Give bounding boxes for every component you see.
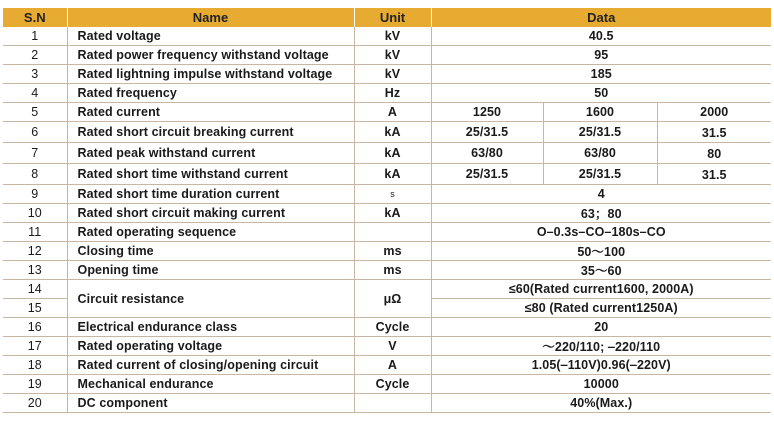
table-row: [3, 84, 771, 103]
row-data: 1.05(‒110V)0.96(‒220V): [431, 356, 771, 375]
row-unit: kA: [354, 122, 431, 143]
row-data-col1: 63/80: [431, 143, 543, 164]
table-row: [3, 185, 771, 204]
row-name: Rated short circuit breaking current: [67, 122, 354, 143]
row-name: Rated current: [67, 103, 354, 122]
row-data: 40.5: [431, 27, 771, 46]
row-sn: 14: [3, 280, 67, 299]
row-name: Closing time: [67, 242, 354, 261]
row-name: Rated short circuit making current: [67, 204, 354, 223]
row-data-col3: 31.5: [657, 122, 771, 143]
row-data-col1: 1250: [431, 103, 543, 122]
table-row: [3, 204, 771, 223]
table-row: [3, 46, 771, 65]
row-data-col3: 31.5: [657, 164, 771, 185]
row-unit: ms: [354, 261, 431, 280]
table-row: [3, 164, 771, 185]
row-sn: 15: [3, 299, 67, 318]
row-unit: kV: [354, 46, 431, 65]
row-sn: 18: [3, 356, 67, 375]
row-data-col3: 80: [657, 143, 771, 164]
row-data: 50: [431, 84, 771, 103]
table-row: [3, 242, 771, 261]
row-data: ≤60(Rated current1600, 2000A): [431, 280, 771, 299]
table-header-row: [3, 8, 771, 27]
row-name: Rated current of closing/opening circuit: [67, 356, 354, 375]
row-sn: 3: [3, 65, 67, 84]
row-name: Rated lightning impulse withstand voltage: [67, 65, 354, 84]
row-unit: kV: [354, 27, 431, 46]
row-unit: A: [354, 356, 431, 375]
row-sn: 17: [3, 337, 67, 356]
row-unit: Cycle: [354, 375, 431, 394]
row-data-col2: 25/31.5: [543, 122, 657, 143]
table-row: [3, 103, 771, 122]
row-data-col2: 1600: [543, 103, 657, 122]
row-unit: V: [354, 337, 431, 356]
header-name: Name: [67, 8, 354, 27]
row-name: Rated operating sequence: [67, 223, 354, 242]
row-data: 20: [431, 318, 771, 337]
row-sn: 6: [3, 122, 67, 143]
row-name: Mechanical endurance: [67, 375, 354, 394]
row-unit: A: [354, 103, 431, 122]
row-name: Rated peak withstand current: [67, 143, 354, 164]
row-sn: 9: [3, 185, 67, 204]
row-name: Opening time: [67, 261, 354, 280]
row-unit: kA: [354, 164, 431, 185]
row-data: ～220/110; ‒220/110: [431, 337, 771, 356]
table-row: [3, 261, 771, 280]
row-sn: 11: [3, 223, 67, 242]
row-data: 4: [431, 185, 771, 204]
table-row: [3, 280, 771, 299]
row-sn: 7: [3, 143, 67, 164]
row-name: Rated voltage: [67, 27, 354, 46]
header-data: Data: [431, 8, 771, 27]
row-data-col3: 2000: [657, 103, 771, 122]
table-row: [3, 122, 771, 143]
row-unit: s: [354, 185, 431, 204]
row-data: 40%(Max.): [431, 394, 771, 413]
row-unit: Hz: [354, 84, 431, 103]
row-name: Rated power frequency withstand voltage: [67, 46, 354, 65]
row-sn: 8: [3, 164, 67, 185]
row-unit: ms: [354, 242, 431, 261]
table-row: [3, 375, 771, 394]
row-sn: 16: [3, 318, 67, 337]
row-sn: 2: [3, 46, 67, 65]
table-row: [3, 394, 771, 413]
row-unit: μΩ: [354, 280, 431, 318]
table-row: [3, 337, 771, 356]
row-name: Rated operating voltage: [67, 337, 354, 356]
row-data: ≤80 (Rated current1250A): [431, 299, 771, 318]
row-sn: 4: [3, 84, 67, 103]
row-data-col2: 25/31.5: [543, 164, 657, 185]
table-row: [3, 27, 771, 46]
table-row: [3, 143, 771, 164]
row-name: Electrical endurance class: [67, 318, 354, 337]
table-row: [3, 318, 771, 337]
row-sn: 20: [3, 394, 67, 413]
row-sn: 19: [3, 375, 67, 394]
table-row: [3, 65, 771, 84]
row-name: Rated short time duration current: [67, 185, 354, 204]
specification-table: [3, 8, 771, 413]
row-sn: 12: [3, 242, 67, 261]
row-data-col1: 25/31.5: [431, 122, 543, 143]
row-unit: kV: [354, 65, 431, 84]
row-name: DC component: [67, 394, 354, 413]
table-row: [3, 223, 771, 242]
row-sn: 1: [3, 27, 67, 46]
row-data: 35～60: [431, 261, 771, 280]
row-unit: Cycle: [354, 318, 431, 337]
row-data: 10000: [431, 375, 771, 394]
row-data: 95: [431, 46, 771, 65]
row-unit: kA: [354, 204, 431, 223]
row-name: Rated short time withstand current: [67, 164, 354, 185]
row-data: O–0.3s–CO–180s–CO: [431, 223, 771, 242]
row-name: Rated frequency: [67, 84, 354, 103]
specification-table-container: [3, 8, 771, 413]
row-sn: 5: [3, 103, 67, 122]
row-data-col1: 25/31.5: [431, 164, 543, 185]
header-unit: Unit: [354, 8, 431, 27]
table-row: [3, 356, 771, 375]
row-data: 50～100: [431, 242, 771, 261]
row-data: 185: [431, 65, 771, 84]
row-data: 63；80: [431, 204, 771, 223]
row-sn: 13: [3, 261, 67, 280]
row-unit: kA: [354, 143, 431, 164]
row-sn: 10: [3, 204, 67, 223]
header-sn: S.N: [3, 8, 67, 27]
row-data-col2: 63/80: [543, 143, 657, 164]
row-unit: [354, 223, 431, 242]
row-name: Circuit resistance: [67, 280, 354, 318]
row-unit: [354, 394, 431, 413]
